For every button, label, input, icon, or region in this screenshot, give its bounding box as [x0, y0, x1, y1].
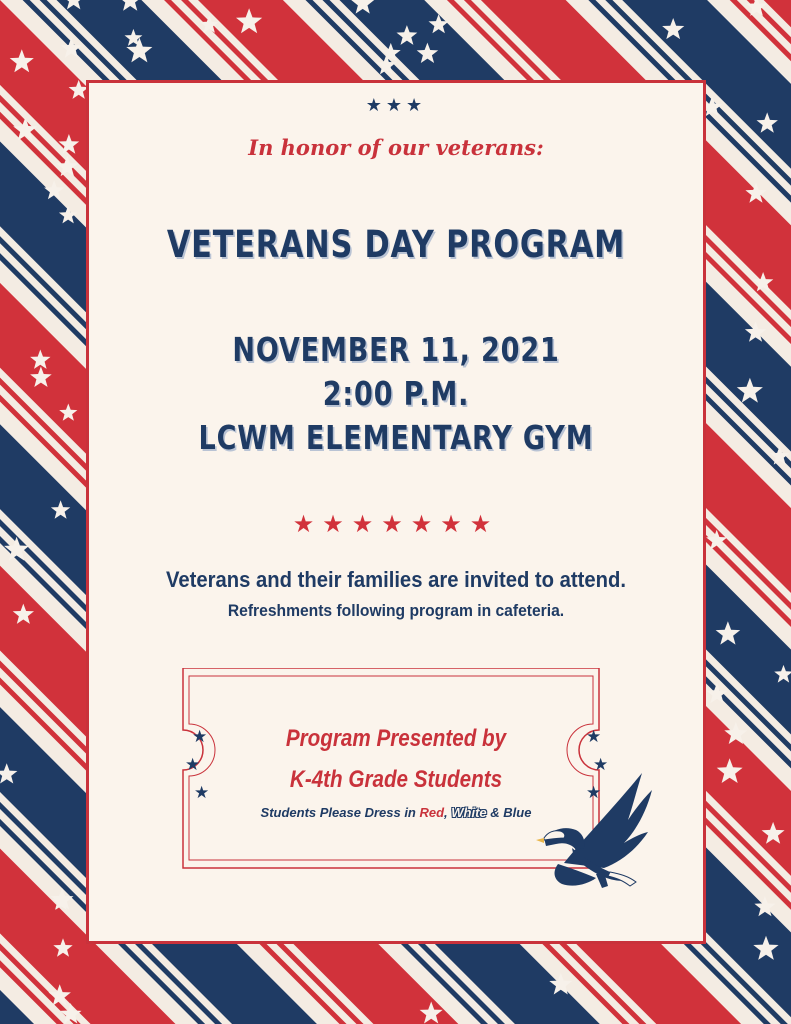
banner-line-2: K-4th Grade Students — [289, 766, 503, 793]
event-date: NOVEMBER 11, 2021 — [232, 330, 560, 369]
banner-star-icon: ★ — [586, 727, 602, 747]
event-location: LCWM ELEMENTARY GYM — [198, 418, 594, 457]
banner-star-icon: ★ — [586, 783, 602, 803]
eagle-icon — [524, 768, 654, 893]
dress-separator: , — [444, 805, 452, 820]
dress-and: & — [486, 805, 504, 820]
program-title: VETERANS DAY PROGRAM — [166, 223, 626, 266]
banner-star-icon: ★ — [192, 727, 208, 747]
flyer-card — [86, 80, 706, 944]
event-time: 2:00 P.M. — [322, 374, 470, 413]
dress-white: White — [451, 805, 487, 820]
dress-prefix: Students Please Dress in — [260, 805, 420, 820]
banner-line-1: Program Presented by — [285, 725, 507, 752]
banner-star-icon: ★ — [185, 755, 201, 775]
banner-star-icon: ★ — [194, 783, 210, 803]
dress-red: Red — [419, 805, 445, 820]
refreshments-text: Refreshments following program in cafeteria. — [227, 601, 565, 620]
banner-star-icon: ★ — [593, 755, 609, 775]
honor-line: In honor of our veterans: — [248, 135, 544, 160]
invite-text: Veterans and their families are invited to attend. — [165, 567, 627, 592]
divider-stars: ★★★★★★★ — [292, 510, 500, 538]
top-stars: ★★★ — [365, 95, 427, 116]
dress-blue: Blue — [503, 805, 532, 820]
